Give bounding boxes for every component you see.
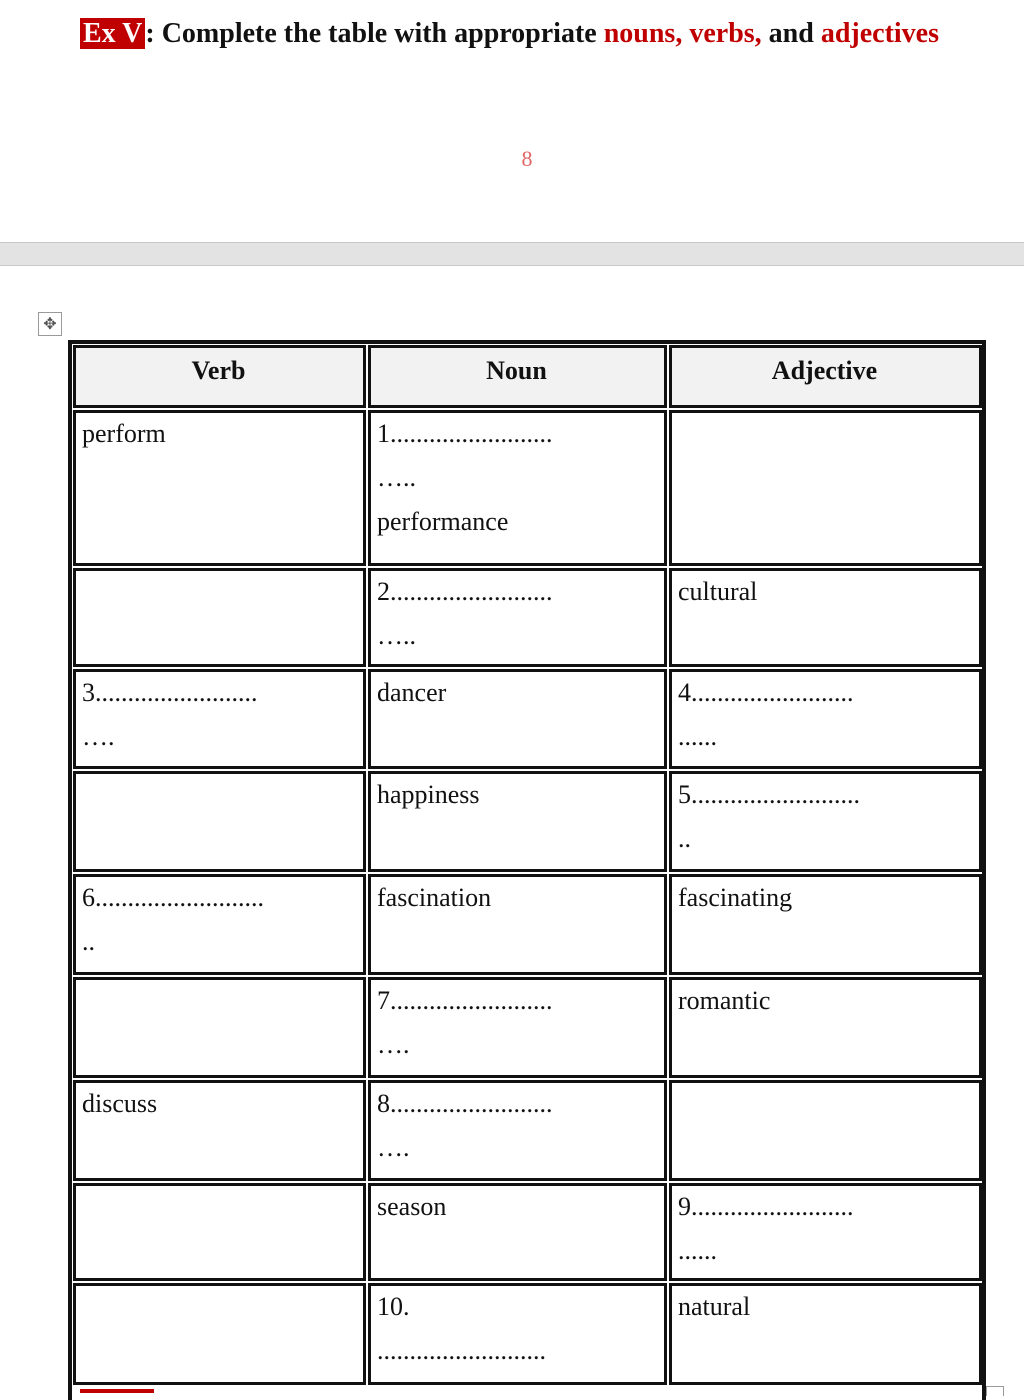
answer-1: performance [377, 506, 509, 536]
blank-5-continuation: .. [678, 823, 691, 853]
blank-1-continuation: ….. [377, 462, 416, 492]
row1-verb: perform [82, 419, 166, 448]
blank-3: 3......................... [82, 678, 258, 707]
row2-noun-cell[interactable] [368, 568, 667, 667]
row3-adjective-cell[interactable] [669, 669, 982, 769]
row7-verb-cell [73, 1080, 366, 1181]
table-move-handle-icon[interactable]: ✥ [38, 312, 62, 336]
blank-9-continuation: ...... [678, 1235, 717, 1265]
header-noun: Noun [368, 345, 667, 408]
row1-noun-cell[interactable] [368, 410, 667, 566]
blank-10-continuation: .......................... [377, 1335, 546, 1365]
blank-2-continuation: ….. [377, 620, 416, 650]
row3-noun-cell [368, 669, 667, 769]
row9-noun-cell[interactable] [368, 1283, 667, 1385]
header-verb: Verb [73, 345, 366, 408]
instruction-highlight-adjectives: adjectives [820, 18, 939, 49]
row5-noun: fascination [377, 883, 492, 912]
row2-verb-cell [73, 568, 366, 667]
row8-noun-cell [368, 1183, 667, 1281]
blank-8: 8......................... [377, 1089, 553, 1118]
header-adjective: Adjective [669, 345, 982, 408]
blank-5: 5.......................... [678, 780, 860, 809]
row3-noun: dancer [377, 678, 447, 707]
blank-2: 2......................... [377, 577, 553, 606]
blank-7-continuation: …. [377, 1029, 410, 1059]
row1-verb-cell [73, 410, 366, 566]
row8-noun: season [377, 1192, 447, 1221]
row6-adjective-cell [669, 977, 982, 1078]
row5-noun-cell [368, 874, 667, 975]
exercise-label: Ex V [80, 18, 145, 49]
blank-7: 7......................... [377, 986, 553, 1015]
row9-adjective: natural [678, 1292, 751, 1321]
row2-adjective-cell [669, 568, 982, 667]
row1-adjective-cell [669, 410, 982, 566]
row8-verb-cell [73, 1183, 366, 1281]
instruction-highlight-nouns-verbs: nouns, verbs, [603, 18, 762, 49]
blank-10: 10. [377, 1292, 410, 1321]
blank-6-continuation: .. [82, 926, 95, 956]
row7-noun-cell[interactable] [368, 1080, 667, 1181]
row9-verb-cell [73, 1283, 366, 1385]
page-break-separator [0, 242, 1024, 266]
blank-4: 4......................... [678, 678, 854, 707]
exercise-instruction [80, 18, 939, 50]
blank-9: 9......................... [678, 1192, 854, 1221]
page-corner-mark [986, 1386, 1004, 1396]
row5-adjective: fascinating [678, 883, 793, 912]
row4-noun: happiness [377, 780, 480, 809]
blank-8-continuation: …. [377, 1132, 410, 1162]
row3-verb-cell[interactable] [73, 669, 366, 769]
row2-adjective: cultural [678, 577, 758, 606]
row6-adjective: romantic [678, 986, 771, 1015]
row5-verb-cell[interactable] [73, 874, 366, 975]
blank-6: 6.......................... [82, 883, 264, 912]
row6-verb-cell [73, 977, 366, 1078]
page-number: 8 [521, 146, 533, 171]
instruction-text-and: and [761, 18, 821, 49]
row5-adjective-cell [669, 874, 982, 975]
row4-verb-cell [73, 771, 366, 872]
row7-adjective-cell [669, 1080, 982, 1181]
blank-1: 1......................... [377, 419, 553, 448]
row4-noun-cell [368, 771, 667, 872]
row9-adjective-cell [669, 1283, 982, 1385]
row6-noun-cell[interactable] [368, 977, 667, 1078]
row7-verb: discuss [82, 1089, 158, 1118]
row4-adjective-cell[interactable] [669, 771, 982, 872]
blank-3-continuation: …. [82, 721, 115, 751]
instruction-text: : Complete the table with appropriate [145, 18, 604, 49]
blank-4-continuation: ...... [678, 721, 717, 751]
row8-adjective-cell[interactable] [669, 1183, 982, 1281]
red-underline-mark [80, 1389, 154, 1393]
